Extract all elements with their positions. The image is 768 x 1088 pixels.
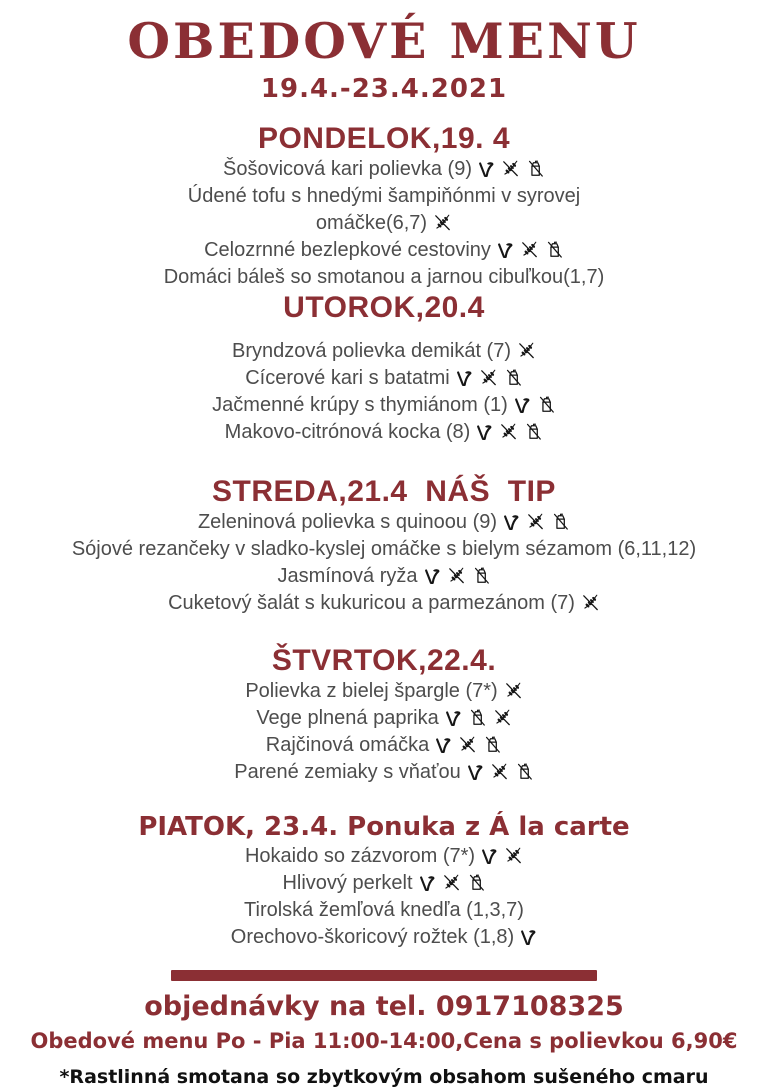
day-heading: UTOROK,20.4 [283,291,485,325]
gluten-free-icon [433,210,452,237]
menu-item-text: Orechovo-škoricový rožtek (1,8) [230,926,515,949]
day-section [0,475,768,617]
dairy-free-icon [472,563,491,590]
day-heading: PIATOK, 23.4. Ponuka z Á la carte [138,812,630,843]
gluten-free-icon [501,156,520,183]
date-range: 19.4.-23.4.2021 [260,74,508,105]
dairy-free-icon [537,392,556,419]
vegan-icon [445,705,462,732]
vegan-icon [497,237,514,264]
menu-item [54,732,714,759]
page-title: OBEDOVÉ MENU [127,12,641,70]
gluten-free-icon [490,759,509,786]
menu-item [54,843,714,870]
vegan-icon [481,843,498,870]
day-section [0,291,768,446]
day-section [0,122,768,291]
day-section [0,811,768,951]
hours-price-line: Obedové menu Po - Pia 11:00-14:00,Cena s polievkou 6,90€ [30,1029,738,1054]
menu-item-text: Zeleninová polievka s quinoou (9) [197,511,498,534]
menu-item [54,678,714,705]
menu-item-text: Polievka z bielej špargle (7*) [245,680,498,703]
day-items [0,156,768,291]
vegan-icon [476,419,493,446]
vegan-icon [456,365,473,392]
dairy-free-icon [467,870,486,897]
gluten-free-icon [581,590,600,617]
dairy-free-icon [551,509,570,536]
menu-item-text: Cuketový šalát s kukuricou a parmezánom (7) [168,592,575,615]
vegan-icon [503,509,520,536]
vegan-icon [419,870,436,897]
dairy-free-icon [545,237,564,264]
menu-item [54,392,714,419]
gluten-free-icon [517,338,536,365]
menu-item [54,759,714,786]
menu-item-text: Údené tofu s hnedými šampiňónmi v syrovej omáčke(6,7) [187,185,581,235]
menu-item [54,924,714,951]
menu-item-text: Parené zemiaky s vňaťou [234,761,461,784]
day-items [0,843,768,951]
menu-item [54,338,714,365]
menu-item-text: Hlivový perkelt [282,872,413,895]
gluten-free-icon [447,563,466,590]
menu-item [54,156,714,183]
orders-phone-line: objednávky na tel. 0917108325 [144,991,624,1023]
menu-item [169,183,599,237]
menu-item [54,237,714,264]
day-heading: STREDA,21.4 NÁŠ TIP [212,475,556,509]
menu-item [54,419,714,446]
menu-item [54,590,714,617]
vegan-icon [435,732,452,759]
menu-item [54,870,714,897]
dairy-free-icon [524,419,543,446]
vegan-icon [514,392,531,419]
gluten-free-icon [442,870,461,897]
menu-item-text: Sójové rezančeky v sladko-kyslej omáčke s bielym sézamom (6,11,12) [71,538,697,561]
menu-item-text: Domáci báleš so smotanou a jarnou cibuľkou(1,7) [163,266,605,289]
menu-days [0,122,768,951]
gluten-free-icon [520,237,539,264]
menu-item [54,536,714,563]
dairy-free-icon [483,732,502,759]
menu-item-text: Makovo-citrónová kocka (8) [224,421,471,444]
day-items [0,509,768,617]
vegan-icon [467,759,484,786]
menu-item-text: Celozrnné bezlepkové cestoviny [204,239,491,262]
gluten-free-icon [504,843,523,870]
menu-item-text: Bryndzová polievka demikát (7) [231,340,511,363]
menu-item [54,563,714,590]
day-section [0,644,768,786]
gluten-free-icon [504,678,523,705]
gluten-free-icon [526,509,545,536]
vegan-icon [520,924,537,951]
menu-item-text: Vege plnená paprika [256,707,439,730]
menu-item [54,365,714,392]
day-heading: PONDELOK,19. 4 [257,122,511,156]
menu-item-text: Šošovicová kari polievka (9) [223,158,472,181]
day-heading: ŠTVRTOK,22.4. [271,644,497,678]
menu-item-text: Tirolská žemľová knedľa (1,3,7) [244,899,524,922]
dairy-free-icon [515,759,534,786]
vegan-icon [424,563,441,590]
day-items [0,338,768,446]
gluten-free-icon [479,365,498,392]
divider-bar [171,970,597,981]
vegan-icon [478,156,495,183]
day-items [0,678,768,786]
gluten-free-icon [458,732,477,759]
menu-item-text: Hokaido so zázvorom (7*) [244,845,476,868]
dairy-free-icon [468,705,487,732]
gluten-free-icon [493,705,512,732]
menu-item-text: Jasmínová ryža [277,565,418,588]
menu-item-text: Cícerové kari s batatmi [245,367,450,390]
menu-item [54,897,714,924]
gluten-free-icon [499,419,518,446]
menu-item [54,509,714,536]
dairy-free-icon [526,156,545,183]
menu-item [54,264,714,291]
dairy-free-icon [504,365,523,392]
menu-item [54,705,714,732]
footnote: *Rastlinná smotana so zbytkovým obsahom sušeného cmaru [59,1066,709,1088]
menu-item-text: Rajčinová omáčka [265,734,430,757]
menu-item-text: Jačmenné krúpy s thymiánom (1) [212,394,508,417]
